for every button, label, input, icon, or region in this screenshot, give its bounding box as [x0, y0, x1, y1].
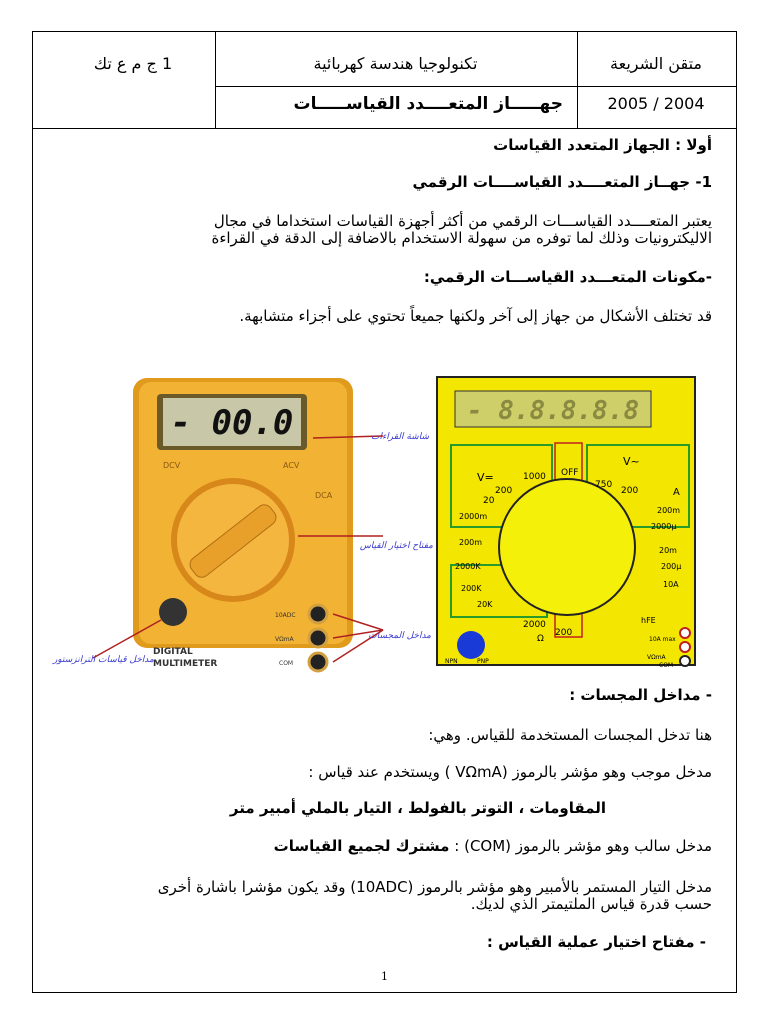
svg-text:2000m: 2000m [459, 512, 488, 521]
jack-10a-schematic [680, 628, 690, 638]
lcd-segments: - 8.8.8.8.8 [466, 396, 640, 426]
probe-10a-line-2: حسب قدرة قياس الملتيمتر الذي لديك. [470, 895, 712, 913]
svg-text:V=: V= [477, 471, 494, 484]
svg-text:ACV: ACV [283, 461, 300, 470]
lcd-reading: - 00.0 [170, 403, 294, 443]
svg-text:V~: V~ [623, 455, 640, 468]
label-selector: مفتاح اختيار القياس [359, 541, 433, 551]
probe-common [57, 837, 712, 855]
svg-text:200: 200 [555, 628, 573, 638]
jack-com-schematic [680, 656, 690, 666]
page-frame [32, 31, 737, 993]
svg-text:MULTIMETER: MULTIMETER [153, 659, 218, 669]
jack-vma [309, 629, 327, 647]
svg-text:OFF: OFF [561, 468, 579, 478]
jack-com [309, 653, 327, 671]
section-title: أولا : الجهاز المتعدد القياسات [493, 136, 712, 154]
svg-text:20K: 20K [477, 600, 493, 609]
intro-line-1: يعتبر المتعــــدد القياســـات الرقمي من أكثر أجهزة القياسات استخداما في مجال [213, 212, 712, 230]
svg-text:10ADC: 10ADC [275, 612, 296, 619]
components-title: -مكونات المتعـــدد القياســـات الرقمي: [423, 268, 712, 286]
subsection-title: 1- جهــاز المتعــــدد القياســــات الرقمي [412, 173, 712, 191]
svg-text:Ω: Ω [537, 634, 544, 644]
selector-title: - مفتاح اختيار عملية القياس : [486, 933, 706, 951]
svg-text:200m: 200m [459, 538, 483, 547]
school-year: 2004 / 2005 [607, 94, 705, 113]
probes-title: - مداخل المجسات : [569, 686, 712, 704]
transistor-socket [159, 598, 187, 626]
probe-positive: مدخل موجب وهو مؤشر بالرموز (VΩmA ) ويستخدم عند قياس : [308, 763, 712, 781]
probes-intro: هنا تدخل المجسات المستخدمة للقياس. وهي: [428, 726, 712, 744]
subject-title: تكنولوجيا هندسة كهربائية [313, 54, 478, 73]
svg-text:A: A [673, 487, 680, 498]
svg-text:20m: 20m [659, 546, 677, 555]
intro-line-2: الاليكترونيات وذلك لما توفره من سهولة الاستخدام بالاضافة إلى الدقة في القراءة [211, 229, 712, 247]
jack-10adc [309, 605, 327, 623]
svg-text:COM: COM [279, 660, 294, 667]
svg-text:VΩmA: VΩmA [647, 654, 666, 661]
probe-common-bold: مشترك لجميع القياسات [273, 837, 450, 855]
svg-text:10A max: 10A max [649, 636, 676, 643]
school-name: متقن الشريعة [610, 54, 702, 73]
svg-text:hFE: hFE [641, 616, 656, 625]
header-table [33, 32, 736, 129]
svg-text:750: 750 [595, 480, 613, 490]
rotary-selector-schematic [499, 479, 635, 615]
topic-title: جهـــــاز المتعــــدد القياســـــات [293, 94, 563, 114]
multimeter-schematic-figure [437, 377, 695, 669]
svg-text:20: 20 [483, 496, 495, 506]
class-name: 1 ج م ع تك [93, 54, 173, 73]
probe-positive-uses: المقاومات ، التوتر بالفولط ، التيار بالملي أمبير متر [229, 799, 606, 817]
label-transistor: مداخل قياسات الترانزستور [53, 655, 154, 665]
svg-text:200K: 200K [461, 584, 482, 593]
svg-text:DIGITAL: DIGITAL [153, 647, 193, 657]
multimeter-photo-figure [53, 376, 433, 676]
svg-text:10A: 10A [663, 580, 679, 589]
page-number: 1 [381, 970, 388, 983]
svg-text:200m: 200m [657, 506, 681, 515]
svg-text:1000: 1000 [523, 472, 546, 482]
components-text: قد تختلف الأشكال من جهاز إلى آخر ولكنها جميعاً تحتوي على أجزاء متشابهة. [239, 307, 712, 325]
label-probes: مداخل المجسات [368, 631, 431, 641]
svg-text:200: 200 [621, 486, 639, 496]
svg-text:DCV: DCV [163, 461, 181, 470]
svg-text:COM: COM [659, 662, 674, 669]
svg-text:200μ: 200μ [661, 562, 682, 571]
svg-text:200: 200 [495, 486, 513, 496]
svg-text:VΩmA: VΩmA [275, 636, 294, 643]
probe-common-prefix: مدخل سالب وهو مؤشر بالرموز (COM) : [449, 837, 712, 855]
svg-text:2000μ: 2000μ [651, 522, 677, 531]
svg-text:2000K: 2000K [455, 562, 481, 571]
jack-vma-schematic [680, 642, 690, 652]
svg-text:2000: 2000 [523, 620, 546, 630]
svg-text:PNP: PNP [477, 658, 489, 665]
svg-text:DCA: DCA [315, 491, 333, 500]
probe-10a-line-1: مدخل التيار المستمر بالأمبير وهو مؤشر بالرموز (10ADC) وقد يكون مؤشرا باشارة أخرى [157, 878, 712, 896]
label-screen: شاشة القراءات [371, 432, 429, 442]
svg-text:NPN: NPN [445, 658, 458, 665]
transistor-socket-schematic [457, 631, 485, 659]
